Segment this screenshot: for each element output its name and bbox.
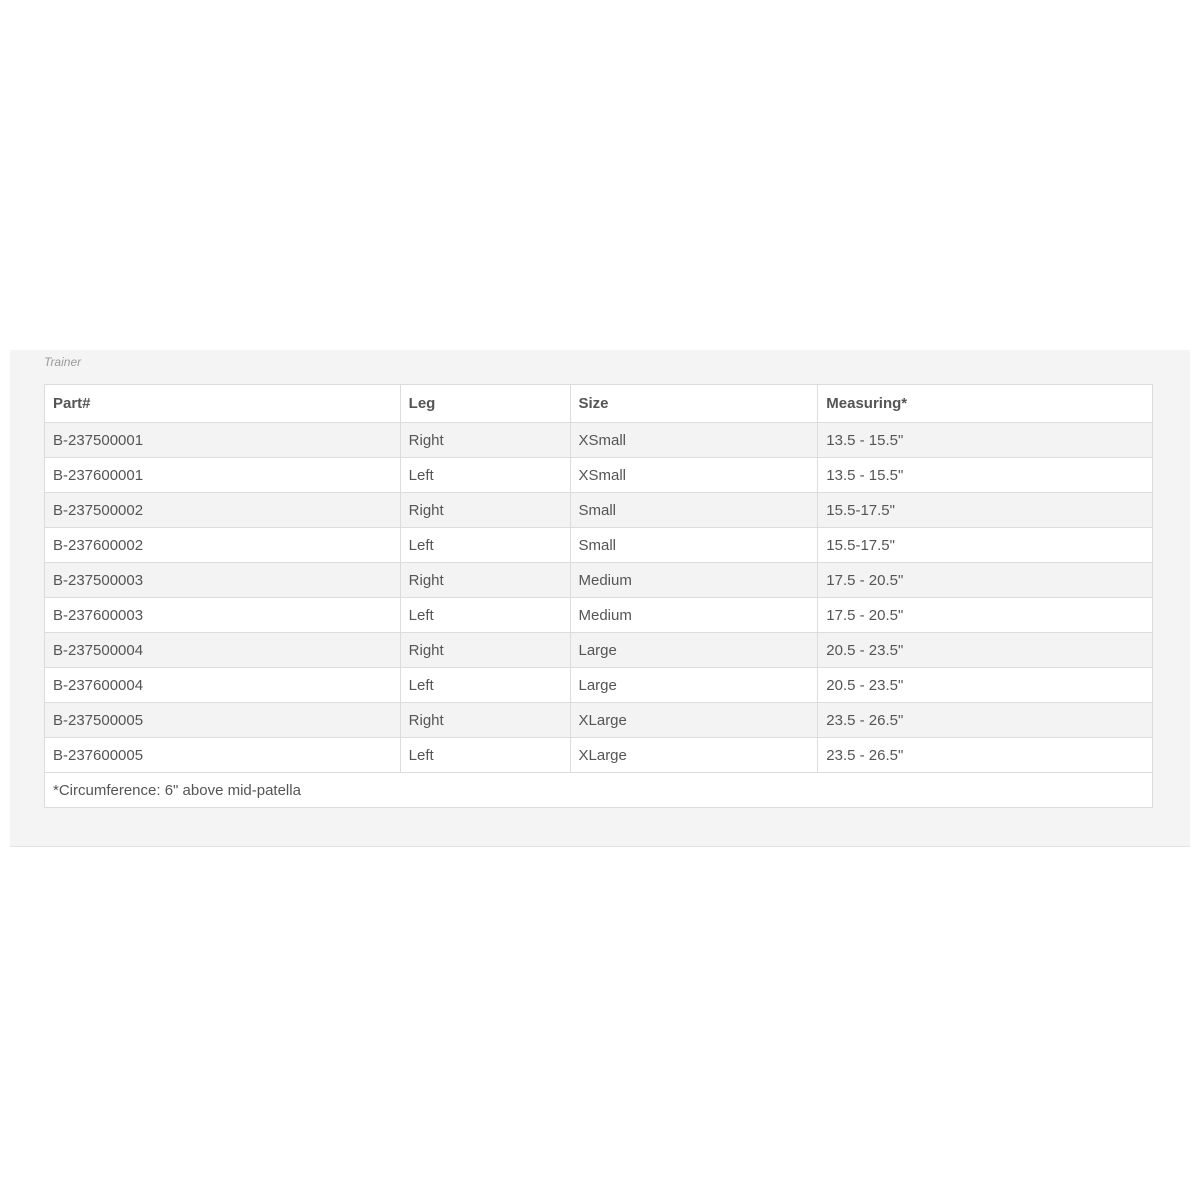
table-row (45, 598, 1153, 633)
footnote: *Circumference: 6" above mid-patella (45, 773, 1153, 808)
measuring-cell: 15.5-17.5" (818, 493, 1153, 528)
leg-cell: Right (400, 703, 570, 738)
part-cell: B-237600005 (45, 738, 401, 773)
size-cell: Large (570, 633, 818, 668)
leg-cell: Right (400, 563, 570, 598)
leg-cell: Left (400, 528, 570, 563)
leg-cell: Right (400, 493, 570, 528)
part-cell: B-237600001 (45, 458, 401, 493)
measuring-cell: 15.5-17.5" (818, 528, 1153, 563)
size-table (44, 384, 1153, 808)
table-row (45, 703, 1153, 738)
table-row (45, 493, 1153, 528)
table-row (45, 633, 1153, 668)
column-header-size: Size (570, 385, 818, 423)
part-cell: B-237500002 (45, 493, 401, 528)
column-header-leg: Leg (400, 385, 570, 423)
measuring-cell: 17.5 - 20.5" (818, 598, 1153, 633)
table-caption: Trainer (44, 355, 82, 369)
measuring-cell: 17.5 - 20.5" (818, 563, 1153, 598)
column-header-part: Part# (45, 385, 401, 423)
table-row (45, 458, 1153, 493)
size-cell: Large (570, 668, 818, 703)
table-row (45, 668, 1153, 703)
leg-cell: Right (400, 423, 570, 458)
size-cell: Small (570, 493, 818, 528)
size-cell: Small (570, 528, 818, 563)
part-cell: B-237500004 (45, 633, 401, 668)
part-cell: B-237600002 (45, 528, 401, 563)
size-cell: Medium (570, 563, 818, 598)
header-row (45, 385, 1153, 423)
measuring-cell: 20.5 - 23.5" (818, 668, 1153, 703)
size-chart-panel (10, 350, 1190, 847)
leg-cell: Left (400, 598, 570, 633)
column-header-measuring: Measuring* (818, 385, 1153, 423)
table-row (45, 738, 1153, 773)
table-row (45, 423, 1153, 458)
leg-cell: Left (400, 668, 570, 703)
size-cell: XLarge (570, 703, 818, 738)
size-cell: XSmall (570, 423, 818, 458)
part-cell: B-237600003 (45, 598, 401, 633)
footnote-row (45, 773, 1153, 808)
part-cell: B-237500001 (45, 423, 401, 458)
leg-cell: Right (400, 633, 570, 668)
measuring-cell: 23.5 - 26.5" (818, 738, 1153, 773)
size-cell: XLarge (570, 738, 818, 773)
measuring-cell: 23.5 - 26.5" (818, 703, 1153, 738)
part-cell: B-237600004 (45, 668, 401, 703)
measuring-cell: 13.5 - 15.5" (818, 423, 1153, 458)
part-cell: B-237500005 (45, 703, 401, 738)
table-row (45, 563, 1153, 598)
table-row (45, 528, 1153, 563)
measuring-cell: 20.5 - 23.5" (818, 633, 1153, 668)
leg-cell: Left (400, 738, 570, 773)
part-cell: B-237500003 (45, 563, 401, 598)
size-cell: XSmall (570, 458, 818, 493)
size-cell: Medium (570, 598, 818, 633)
leg-cell: Left (400, 458, 570, 493)
measuring-cell: 13.5 - 15.5" (818, 458, 1153, 493)
